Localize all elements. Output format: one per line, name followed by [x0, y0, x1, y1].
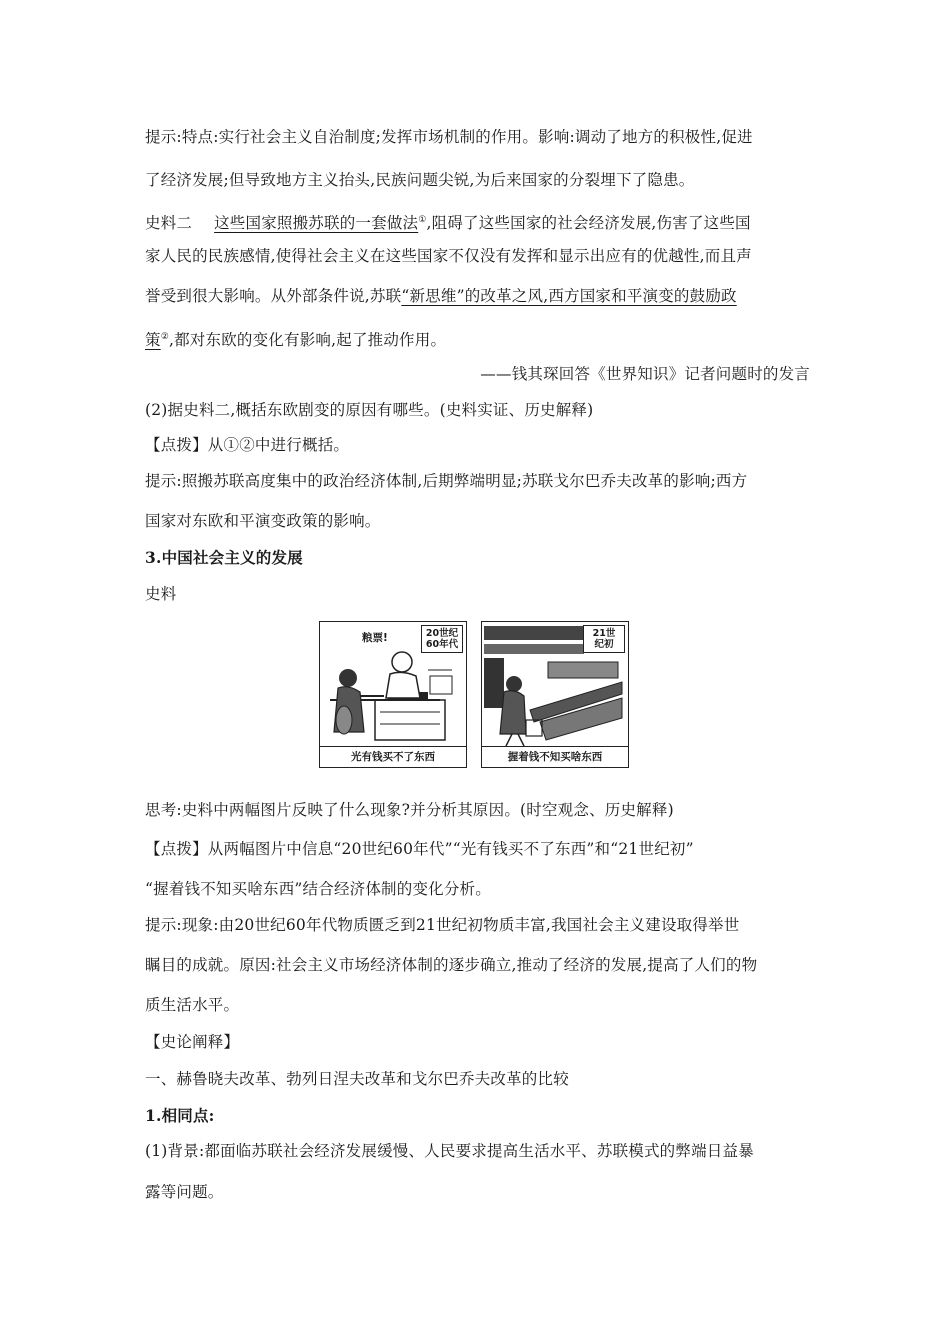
source2-underlined-1: 这些国家照搬苏联的一套做法: [214, 214, 419, 232]
footnote-mark-2: ②: [160, 332, 169, 342]
section3-heading: 3.中国社会主义的发展: [145, 548, 303, 567]
cartoon-2000s-caption: 握着钱不知买啥东西: [482, 746, 628, 767]
hint1-line1: 提示:特点:实行社会主义自治制度;发挥市场机制的作用。影响:调动了地方的积极性,促进: [145, 128, 753, 146]
commentary-point1: 1.相同点:: [145, 1106, 215, 1125]
hint3-line2: 瞩目的成就。原因:社会主义市场经济体制的逐步确立,推动了经济的发展,提高了人们的物: [145, 956, 758, 974]
cartoon-1960s: [319, 621, 467, 768]
hint2-line2: 国家对东欧和平演变政策的影响。: [145, 512, 381, 530]
source2-text-4: ,都对东欧的变化有影响,起了推动作用。: [168, 331, 447, 349]
cartoon-1960s-caption: 光有钱买不了东西: [320, 746, 466, 767]
source2-underlined-3: “新思维”的改革之风,西方国家和平演变的鼓励政: [401, 287, 737, 305]
source2-line2: 家人民的民族感情,使得社会主义在这些国家不仅没有发挥和显示出应有的优越性,而且声: [145, 247, 752, 265]
commentary-heading: 【史论阐释】: [145, 1033, 240, 1051]
hint2-line1: 提示:照搬苏联高度集中的政治经济体制,后期弊端明显;苏联戈尔巴乔夫改革的影响;西方: [145, 472, 748, 490]
source2-text-3: 誉受到很大影响。从外部条件说,苏联: [145, 287, 402, 305]
tip-2: 【点拨】从①②中进行概括。: [145, 436, 350, 454]
background-line2: 露等问题。: [145, 1183, 224, 1201]
background-line1: (1)背景:都面临苏联社会经济发展缓慢、人民要求提高生活水平、苏联模式的弊端日益暴: [145, 1142, 754, 1160]
tip3-line1: 【点拨】从两幅图片中信息“20世纪60年代”“光有钱买不了东西”和“21世纪初”: [145, 840, 694, 858]
source2-line3: [145, 285, 810, 307]
source2-line4: [145, 326, 810, 351]
hint3-line1: 提示:现象:由20世纪60年代物质匮乏到21世纪初物质丰富,我国社会主义建设取得举世: [145, 916, 740, 934]
source2-attribution: ——钱其琛回答《世界知识》记者问题时的发言: [480, 365, 810, 383]
commentary-subtitle: 一、赫鲁晓夫改革、勃列日涅夫改革和戈尔巴乔夫改革的比较: [145, 1070, 569, 1088]
footnote-mark-1: ①: [418, 215, 427, 225]
speech-bubble: 粮票!: [362, 632, 388, 644]
hint1-line2: 了经济发展;但导致地方主义抬头,民族问题尖锐,为后来国家的分裂埋下了隐患。: [145, 171, 695, 189]
tip3-line2: “握着钱不知买啥东西”结合经济体制的变化分析。: [145, 880, 491, 898]
think-question: 思考:史料中两幅图片反映了什么现象?并分析其原因。(时空观念、历史解释): [145, 801, 674, 819]
source2-underlined-4: 策: [145, 331, 161, 349]
source2-text-1: ,阻碍了这些国家的社会经济发展,伤害了这些国: [426, 214, 751, 232]
source2-label: 史料二: [145, 214, 193, 232]
era-label-1960s: 20世纪 60年代: [421, 625, 463, 653]
question-2: (2)据史料二,概括东欧剧变的原因有哪些。(史料实证、历史解释): [145, 401, 594, 419]
era-label-2000s: 21世 纪初: [583, 625, 625, 653]
cartoon-2000s: [481, 621, 629, 768]
section3-source-label: 史料: [145, 585, 177, 603]
source2-line1: [145, 209, 810, 234]
hint3-line3: 质生活水平。: [145, 996, 240, 1014]
